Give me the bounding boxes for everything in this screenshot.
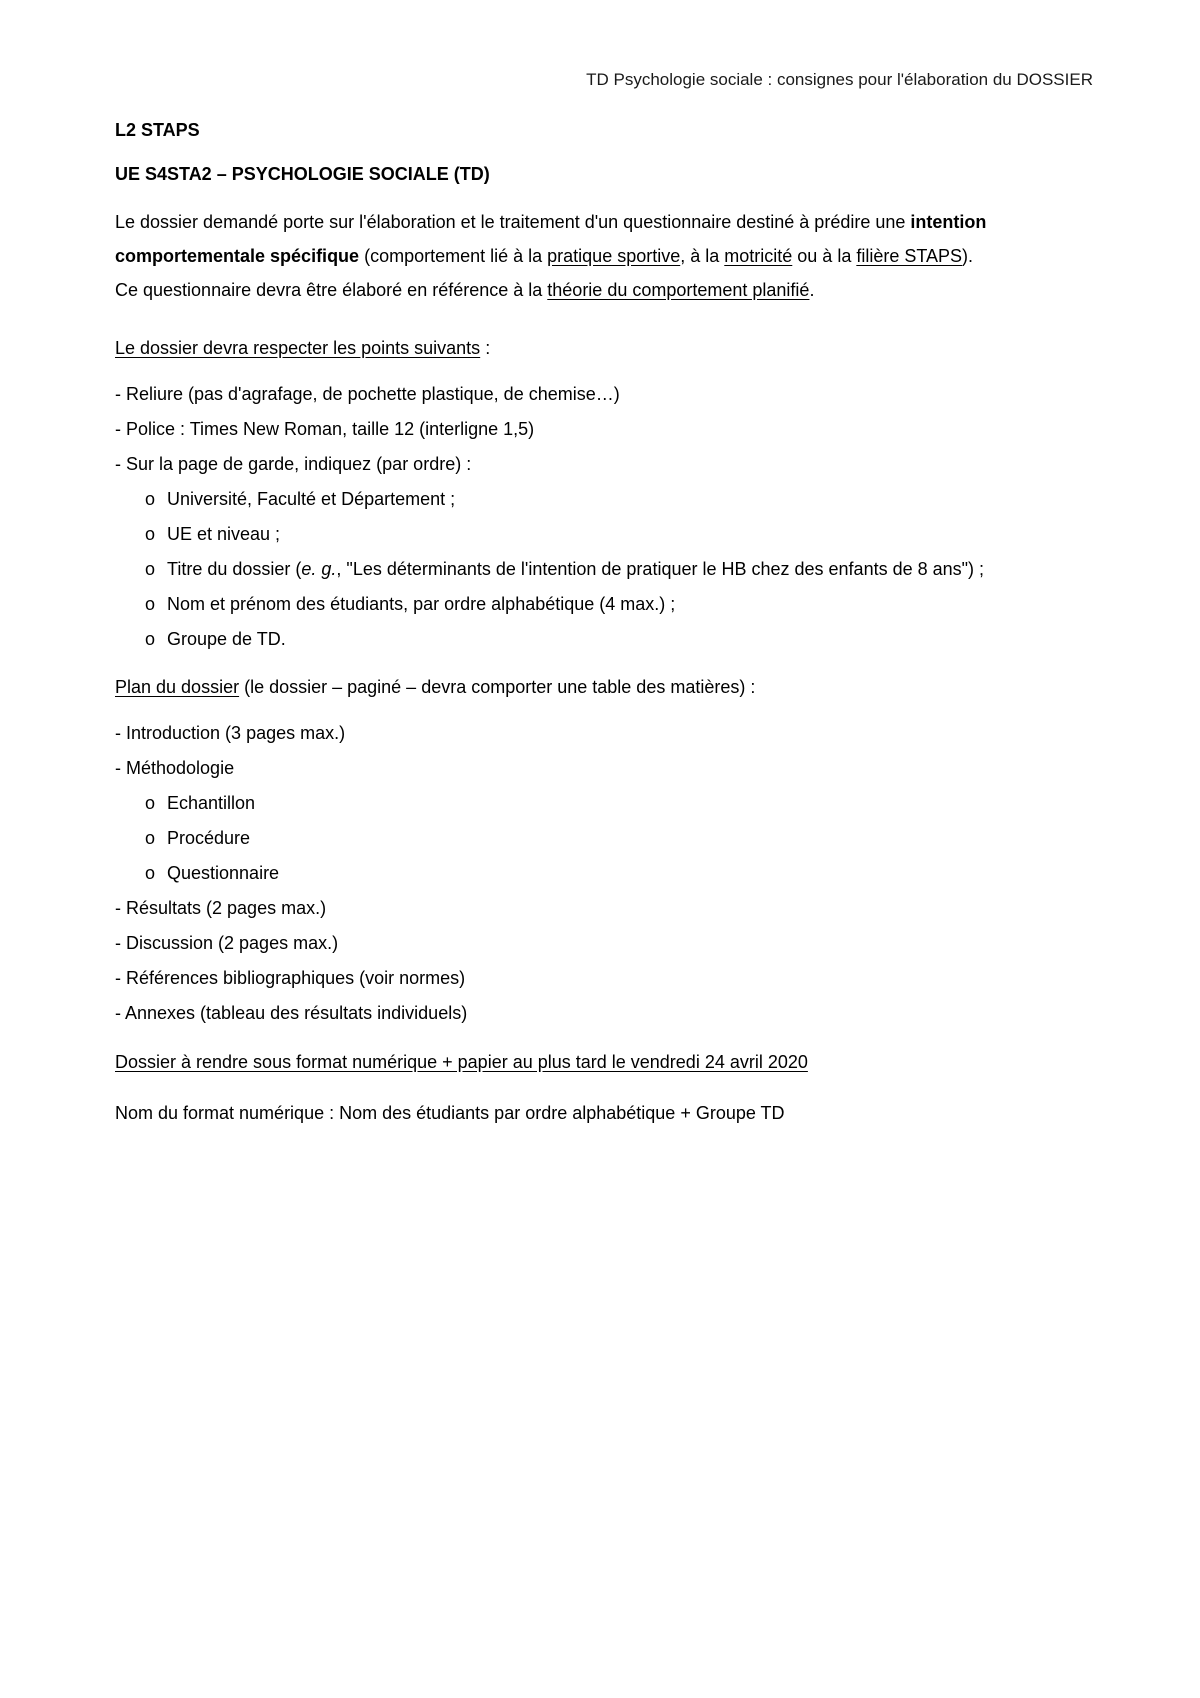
- methodology-item-text: Procédure: [167, 828, 251, 848]
- intro-text: Ce questionnaire devra être élaboré en référence à la: [115, 280, 548, 300]
- cover-item-italic: e. g.: [301, 559, 337, 579]
- plan-item-methodology: - Méthodologie: [115, 758, 235, 778]
- plan-item-annexes: - Annexes (tableau des résultats individuels): [115, 1003, 468, 1023]
- intro-text: , à la: [680, 246, 725, 266]
- deadline-notice: Dossier à rendre sous format numérique + papier au plus tard le vendredi 24 avril 2020: [115, 1052, 808, 1072]
- plan-list-continued: [115, 891, 1095, 1031]
- intro-underlined-term: pratique sportive: [547, 246, 681, 266]
- methodology-item: [115, 856, 1095, 891]
- intro-text: .: [809, 280, 815, 300]
- cover-page-item: [115, 517, 1095, 552]
- cover-item-text: Nom et prénom des étudiants, par ordre alphabétique (4 max.) ;: [167, 594, 676, 614]
- bullet-o: o: [145, 594, 156, 614]
- rules-colon: :: [480, 338, 491, 358]
- level-heading: L2 STAPS: [115, 120, 200, 140]
- cover-item-text: Groupe de TD.: [167, 629, 286, 649]
- plan-section-title: [115, 675, 1095, 699]
- document-body: [115, 118, 1095, 1125]
- running-header: TD Psychologie sociale : consignes pour l'élaboration du DOSSIER: [586, 70, 1093, 89]
- intro-text: ou à la: [792, 246, 857, 266]
- cover-item-text: UE et niveau ;: [167, 524, 281, 544]
- plan-list: [115, 716, 1095, 786]
- cover-item-text: , "Les déterminants de l'intention de pratiquer le HB chez des enfants de 8 ans") ;: [336, 559, 985, 579]
- methodology-item: [115, 786, 1095, 821]
- plan-item-introduction: - Introduction (3 pages max.): [115, 723, 346, 743]
- intro-text: (comportement lié à la: [359, 246, 548, 266]
- intro-text: Le dossier demandé porte sur l'élaboration et le traitement d'un questionnaire destiné à prédire une: [115, 212, 911, 232]
- course-heading: UE S4STA2 – PSYCHOLOGIE SOCIALE (TD): [115, 164, 490, 184]
- methodology-item-text: Echantillon: [167, 793, 256, 813]
- rules-list-item: - Police : Times New Roman, taille 12 (interligne 1,5): [115, 419, 535, 439]
- plan-item-results: - Résultats (2 pages max.): [115, 898, 327, 918]
- plan-title: Plan du dossier: [115, 677, 240, 697]
- plan-item-references: - Références bibliographiques (voir normes): [115, 968, 466, 988]
- bullet-o: o: [145, 559, 156, 579]
- bullet-o: o: [145, 489, 156, 509]
- cover-page-item: [115, 482, 1095, 517]
- plan-title-rest: (le dossier – paginé – devra comporter une table des matières) :: [239, 677, 756, 697]
- intro-underlined-term: théorie du comportement planifié: [547, 280, 810, 300]
- cover-page-item: [115, 622, 1095, 657]
- methodology-item-text: Questionnaire: [167, 863, 280, 883]
- rules-list-item: - Sur la page de garde, indiquez (par ordre) :: [115, 454, 472, 474]
- cover-page-item: [115, 552, 1095, 587]
- file-naming-rule: Nom du format numérique : Nom des étudiants par ordre alphabétique + Groupe TD: [115, 1103, 785, 1123]
- intro-underlined-term: filière STAPS: [856, 246, 963, 266]
- bullet-o: o: [145, 524, 156, 544]
- intro-bold-term: intention comportementale spécifique: [115, 212, 987, 266]
- bullet-o: o: [145, 793, 156, 813]
- cover-item-text: Titre du dossier (: [167, 559, 302, 579]
- bullet-o: o: [145, 863, 156, 883]
- methodology-item: [115, 821, 1095, 856]
- bullet-o: o: [145, 828, 156, 848]
- cover-item-text: Université, Faculté et Département ;: [167, 489, 456, 509]
- intro-paragraph: [115, 205, 1095, 307]
- rules-list: [115, 377, 1095, 482]
- intro-underlined-term: motricité: [724, 246, 793, 266]
- cover-page-list: [115, 482, 1095, 657]
- bullet-o: o: [145, 629, 156, 649]
- rules-section-title: [115, 336, 1095, 360]
- plan-item-discussion: - Discussion (2 pages max.): [115, 933, 339, 953]
- methodology-sublist: [115, 786, 1095, 891]
- rules-list-item: - Reliure (pas d'agrafage, de pochette plastique, de chemise…): [115, 384, 620, 404]
- cover-page-item: [115, 587, 1095, 622]
- rules-title: Le dossier devra respecter les points suivants: [115, 338, 481, 358]
- intro-text: ).: [962, 246, 974, 266]
